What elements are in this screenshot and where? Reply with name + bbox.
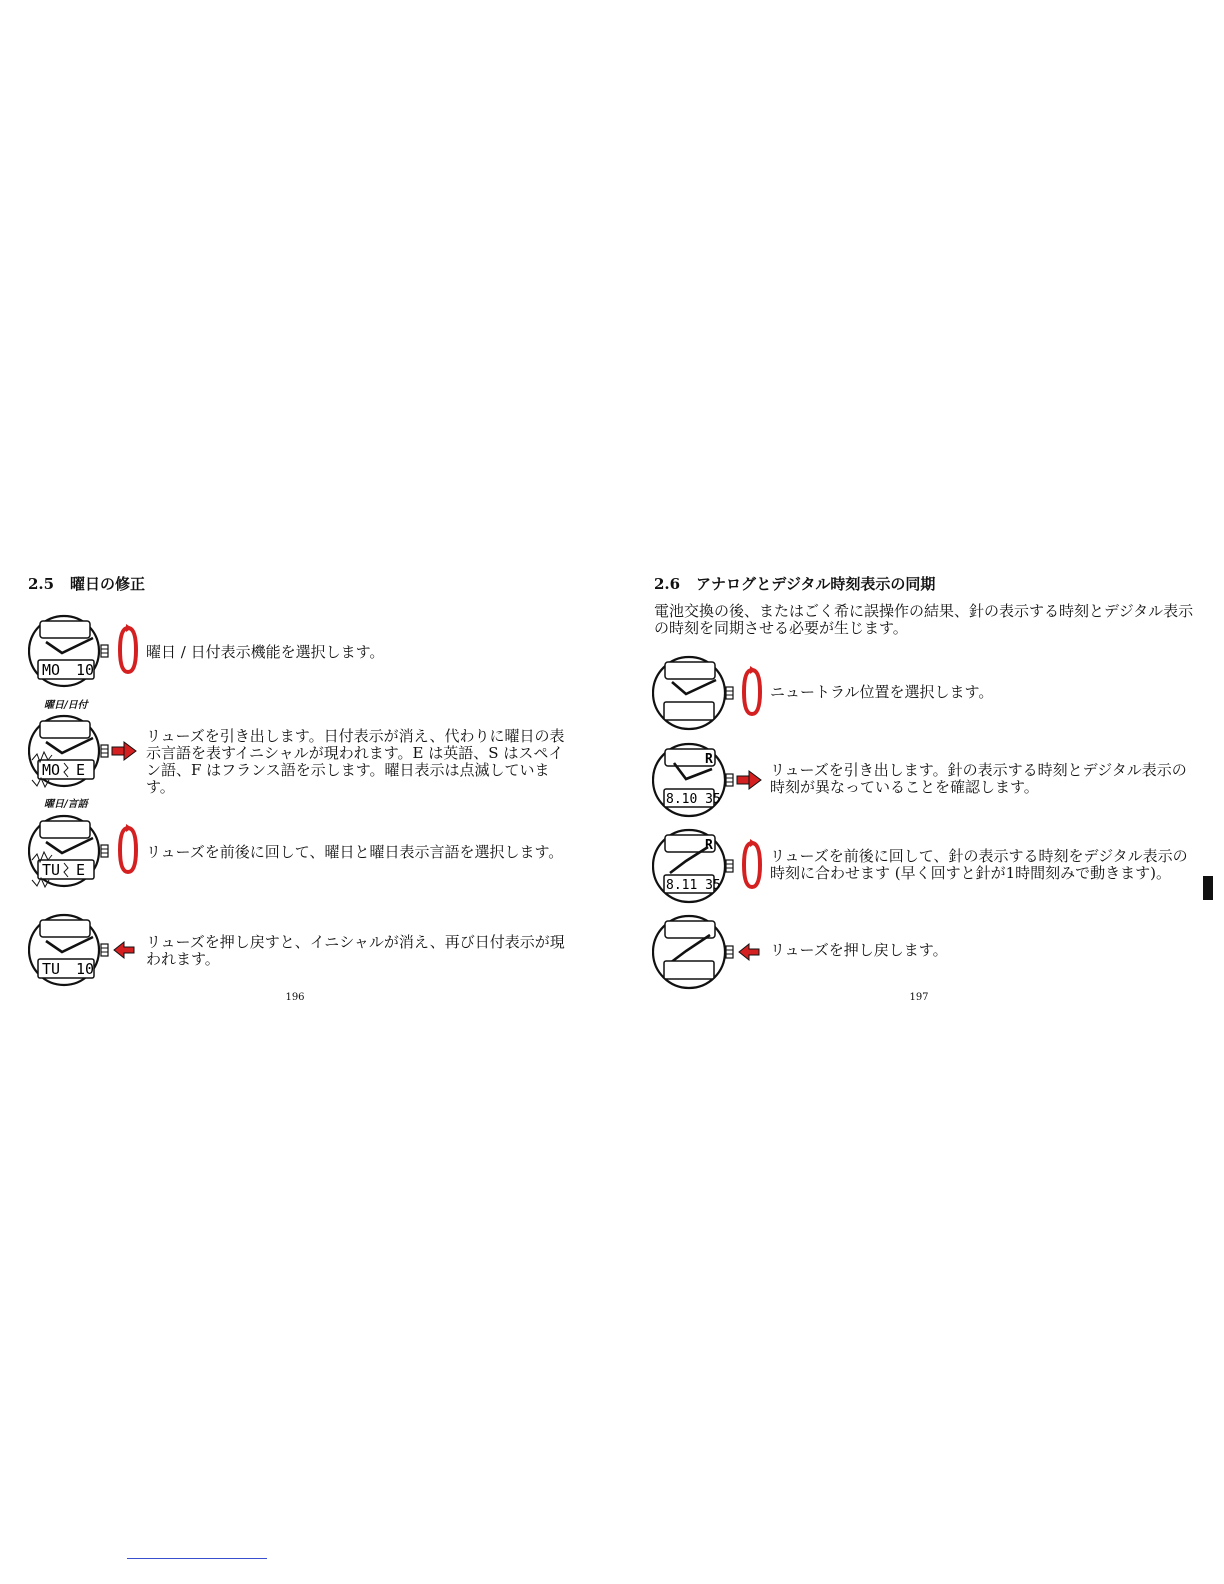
watch-illustration xyxy=(652,913,764,991)
watch-illustration xyxy=(652,741,764,819)
step-1 xyxy=(652,654,1212,734)
page-number: 196 xyxy=(285,992,305,1003)
lcd-date: 10 xyxy=(76,661,95,679)
caption-day-language: 曜日/言語 xyxy=(44,799,88,810)
footnote-rule xyxy=(127,1558,267,1559)
step-text: リューズを前後に回して、曜日と曜日表示言語を選択します。 xyxy=(146,843,564,861)
step-text: リューズを引き出します。針の表示する時刻とデジタル表示の時刻が異なっていることを確認します。 xyxy=(770,761,1187,796)
step-text: リューズを押し戻します。 xyxy=(770,941,948,959)
watch-illustration xyxy=(28,614,140,690)
page-number: 197 xyxy=(909,992,929,1003)
rotate-icon xyxy=(120,624,136,672)
lcd-date: 10 xyxy=(76,960,95,978)
step-text: ニュートラル位置を選択します。 xyxy=(770,683,994,701)
section-heading-2-5 xyxy=(28,573,145,594)
pull-out-arrow-icon xyxy=(112,742,136,760)
section-title: 曜日の修正 xyxy=(70,575,146,593)
watch-illustration xyxy=(652,654,764,732)
step-1 xyxy=(28,614,588,694)
step-text: リューズを前後に回して、針の表示する時刻をデジタル表示の時刻に合わせます (早く回すと針が1時間刻みで動きます)。 xyxy=(770,847,1188,882)
lcd-day: TU xyxy=(42,960,61,978)
caption-day-date: 曜日/日付 xyxy=(44,700,88,711)
pull-out-arrow-icon xyxy=(737,771,761,789)
lcd-time: 8.11 35 xyxy=(666,878,721,893)
watch-illustration xyxy=(28,814,140,890)
step-text: リューズを引き出します。日付表示が消え、代わりに曜日の表示言語を表すイニシャルが現われます。E は英語、S はスペイン語、F はフランス語を示します。曜日表示は点滅しています。 xyxy=(146,727,565,796)
lcd-language: E xyxy=(76,761,86,779)
mode-indicator: R xyxy=(705,752,713,767)
section-intro: 電池交換の後、またはごく希に誤操作の結果、針の表示する時刻とデジタル表示の時刻を同期させる必要が生じます。 xyxy=(654,602,1194,637)
step-text: 曜日 / 日付表示機能を選択します。 xyxy=(146,643,385,661)
step-4 xyxy=(652,913,1212,993)
lcd-language: E xyxy=(76,861,86,879)
push-in-arrow-icon xyxy=(739,944,759,960)
step-text: リューズを押し戻すと、イニシャルが消え、再び日付表示が現われます。 xyxy=(146,933,565,968)
watch-illustration xyxy=(652,827,764,905)
section-title: アナログとデジタル時刻表示の同期 xyxy=(696,575,936,593)
lcd-time: 8.10 35 xyxy=(666,792,721,807)
right-page xyxy=(612,0,1224,1584)
step-4 xyxy=(28,913,588,993)
section-number: 2.5 xyxy=(28,575,55,593)
rotate-icon xyxy=(744,666,760,714)
section-heading-2-6 xyxy=(654,573,935,594)
section-number: 2.6 xyxy=(654,575,681,593)
step-2 xyxy=(28,714,588,794)
step-3 xyxy=(28,814,588,894)
rotate-icon xyxy=(744,839,760,887)
rotate-icon xyxy=(120,824,136,872)
push-in-arrow-icon xyxy=(114,942,134,958)
lcd-day: TU xyxy=(42,861,61,879)
watch-illustration xyxy=(28,913,140,989)
mode-indicator: R xyxy=(705,838,713,853)
step-3 xyxy=(652,827,1212,907)
thumb-index-tab xyxy=(1203,876,1213,900)
lcd-day: MO xyxy=(42,761,61,779)
step-2 xyxy=(652,741,1212,821)
watch-illustration xyxy=(28,714,140,790)
lcd-day: MO xyxy=(42,661,61,679)
